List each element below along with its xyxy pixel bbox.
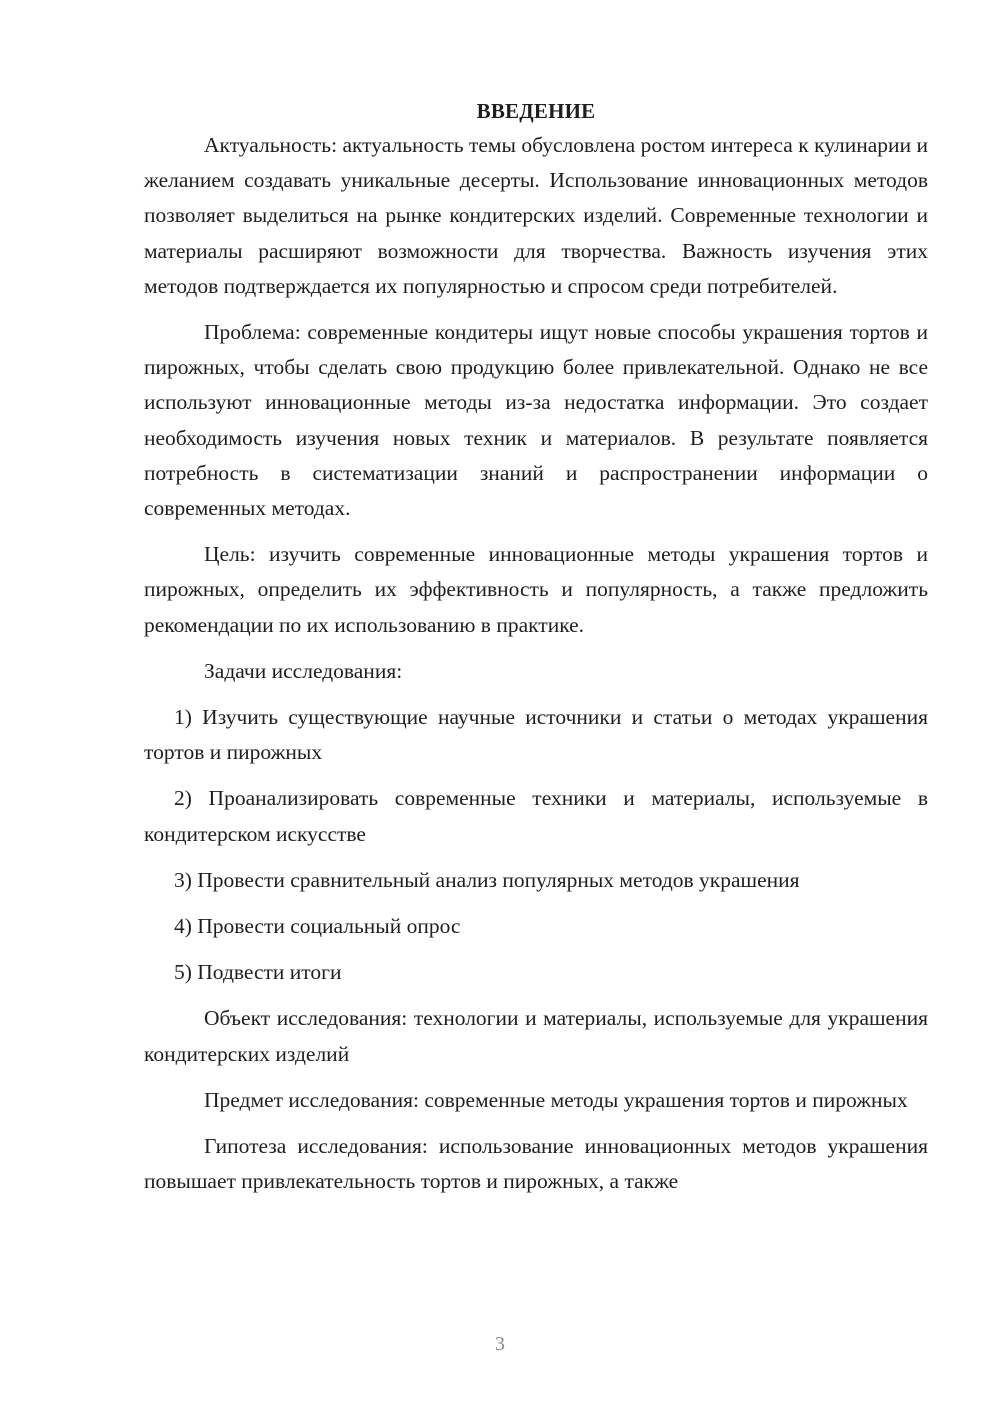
goal-paragraph: Цель: изучить современные инновационные методы украшения тортов и пирожных, определить их эффективность и популярность, а также предложить рекомендации по их использованию в практике.	[144, 542, 928, 637]
task-item-4: 4) Провести социальный опрос	[174, 914, 461, 939]
task-item-5: 5) Подвести итоги	[174, 960, 342, 985]
page-number: 3	[495, 1333, 505, 1355]
hypothesis-paragraph: Гипотеза исследования: использование инновационных методов украшения повышает привлекательность тортов и пирожных, а также	[144, 1134, 928, 1194]
object-paragraph: Объект исследования: технологии и материалы, используемые для украшения кондитерских изделий	[144, 1006, 928, 1066]
task-item-1: 1) Изучить существующие научные источники и статьи о методах украшения тортов и пирожных	[144, 705, 928, 765]
tasks-heading: Задачи исследования:	[204, 658, 403, 683]
problem-paragraph: Проблема: современные кондитеры ищут новые способы украшения тортов и пирожных, чтобы сделать свою продукцию более привлекательной. Однако не все используют инновационные методы из-за недостатка информации. Это создает необходимость изучения новых техник и материалов. В результате появляется потребность в систематизации знаний и распространении информации о современных методах.	[144, 320, 928, 521]
page-content	[144, 94, 928, 1210]
relevance-paragraph: Актуальность: актуальность темы обусловлена ростом интереса к кулинарии и желанием создавать уникальные десерты. Использование инновационных методов позволяет выделиться на рынке кондитерских изделий. Современные технологии и материалы расширяют возможности для творчества. Важность изучения этих методов подтверждается их популярностью и спросом среди потребителей.	[144, 133, 928, 298]
task-item-2: 2) Проанализировать современные техники и материалы, используемые в кондитерском искусстве	[144, 786, 928, 846]
tasks-list	[144, 700, 928, 990]
section-heading: ВВЕДЕНИЕ	[476, 99, 596, 123]
task-item-3: 3) Провести сравнительный анализ популярных методов украшения	[174, 867, 800, 892]
subject-paragraph: Предмет исследования: современные методы украшения тортов и пирожных	[204, 1087, 908, 1112]
